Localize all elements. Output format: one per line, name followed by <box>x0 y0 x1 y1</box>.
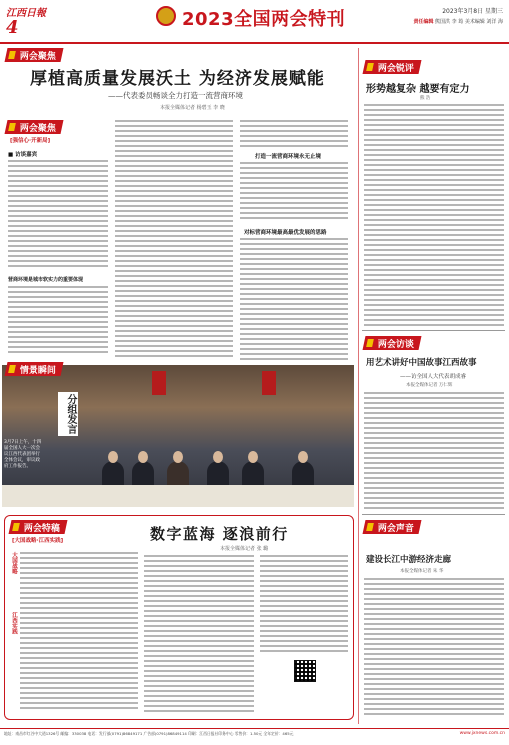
section-divider <box>362 514 505 515</box>
footer-website: www.jxnews.com.cn <box>459 731 505 736</box>
delegate-head <box>138 451 148 463</box>
section-banner-qingjing: 情景瞬间 <box>5 362 64 376</box>
national-emblem-icon <box>156 6 176 26</box>
flag-shape <box>262 371 276 395</box>
newspaper-brand: 江西日報 <box>6 8 46 19</box>
section-banner-fangtan: 两会访谈 <box>363 336 422 350</box>
section-banner-lianghui-jujiao-top: 两会聚焦 <box>5 48 64 62</box>
feature-text-col-3 <box>260 555 348 655</box>
feature-side-label-1: 大国战略 <box>11 552 17 574</box>
middle-column-text-1 <box>115 120 233 360</box>
article1-headline: 形势越复杂 越要有定力 <box>366 84 470 95</box>
page-number: 4 <box>6 17 19 38</box>
photo-label: 分组发言 <box>58 392 78 436</box>
left-column-subheading: 营商环境是城市软实力的重要体现 <box>8 277 84 283</box>
newspaper-logo <box>6 4 46 40</box>
delegate-head <box>108 451 118 463</box>
conference-table <box>2 485 354 507</box>
middle-subheading-2: 对标营商环境最高最优发展的思路 <box>244 230 327 236</box>
section-subbanner-tebao: [大国战略·江西实践] <box>12 538 64 544</box>
flag-shape <box>152 371 166 395</box>
editors-names: 熊国洪 李 筠 美术编辑 刘洋 海 <box>435 19 503 25</box>
article2-text <box>364 392 504 510</box>
middle-subheading-1: 打造一流营商环境永无止境 <box>255 154 322 160</box>
middle-column-text-2b <box>240 162 348 222</box>
article1-text <box>364 104 504 326</box>
column-divider <box>358 48 359 724</box>
article3-byline: 本报全媒体记者 朱 华 <box>400 569 444 574</box>
article2-byline: 本报全媒体记者 万仁辉 <box>406 383 453 388</box>
special-edition-title: 2023全国两会特刊 <box>182 9 346 30</box>
masthead <box>0 0 509 44</box>
article3-text <box>364 578 504 718</box>
left-column-text <box>8 160 108 270</box>
delegate-head <box>298 451 308 463</box>
section-subbanner-jujiao: [强信心·开新局] <box>10 138 51 144</box>
article1-byline: 熊 浩 <box>420 96 431 101</box>
editors-label: 责任编辑 <box>413 19 434 25</box>
left-column-text-2 <box>8 286 108 356</box>
article3-headline: 建设长江中游经济走廊 <box>366 555 452 565</box>
feature-side-label-2: 江西实践 <box>11 612 17 634</box>
feature-byline: 本报全媒体记者 张 璐 <box>220 546 269 552</box>
issue-date: 2023年3月8日 星期三 <box>442 8 503 15</box>
article2-subheadline: ——访全国人大代表胡成睿 <box>400 374 467 380</box>
photo-caption: 3月7日上午，十四届全国人大一次会议江西代表团举行全体会议，审议政府工作报告。 <box>4 440 42 469</box>
delegate-head <box>173 451 183 463</box>
session-photo <box>2 365 354 507</box>
article2-headline: 用艺术讲好中国故事江西故事 <box>366 358 477 368</box>
section-divider <box>362 330 505 331</box>
qr-code-icon <box>294 660 316 682</box>
interview-guests-heading: ■ 访谈嘉宾 <box>8 152 38 158</box>
lead-byline: 本报全媒体记者 杨碧玉 李 晓 <box>160 105 225 111</box>
feature-text-col-1 <box>20 552 138 712</box>
middle-column-text-2a <box>240 120 348 150</box>
delegate-head <box>213 451 223 463</box>
section-banner-pinglun: 两会锐评 <box>363 60 422 74</box>
editors-line <box>413 18 503 25</box>
section-banner-lianghui-jujiao: 两会聚焦 <box>5 120 64 134</box>
section-banner-tebao: 两会特稿 <box>9 520 68 534</box>
feature-text-col-2 <box>144 555 254 712</box>
section-banner-shengyin: 两会声音 <box>363 520 422 534</box>
lead-subheadline: ——代表委员畅谈全力打造一流营商环境 <box>108 91 243 100</box>
lead-headline: 厚植高质量发展沃土 为经济发展赋能 <box>30 69 325 89</box>
delegate-head <box>248 451 258 463</box>
middle-column-text-2c <box>240 238 348 360</box>
page-footer: 地址：南昌市红谷中大道1326号 邮编：330038 电话：发行部(0791)86849171 广告部(0791)86849114 印刷：江西日报社印务中心 零售价：1.50元 全年定价：465元 <box>0 728 509 745</box>
feature-headline: 数字蓝海 逐浪前行 <box>150 525 289 543</box>
